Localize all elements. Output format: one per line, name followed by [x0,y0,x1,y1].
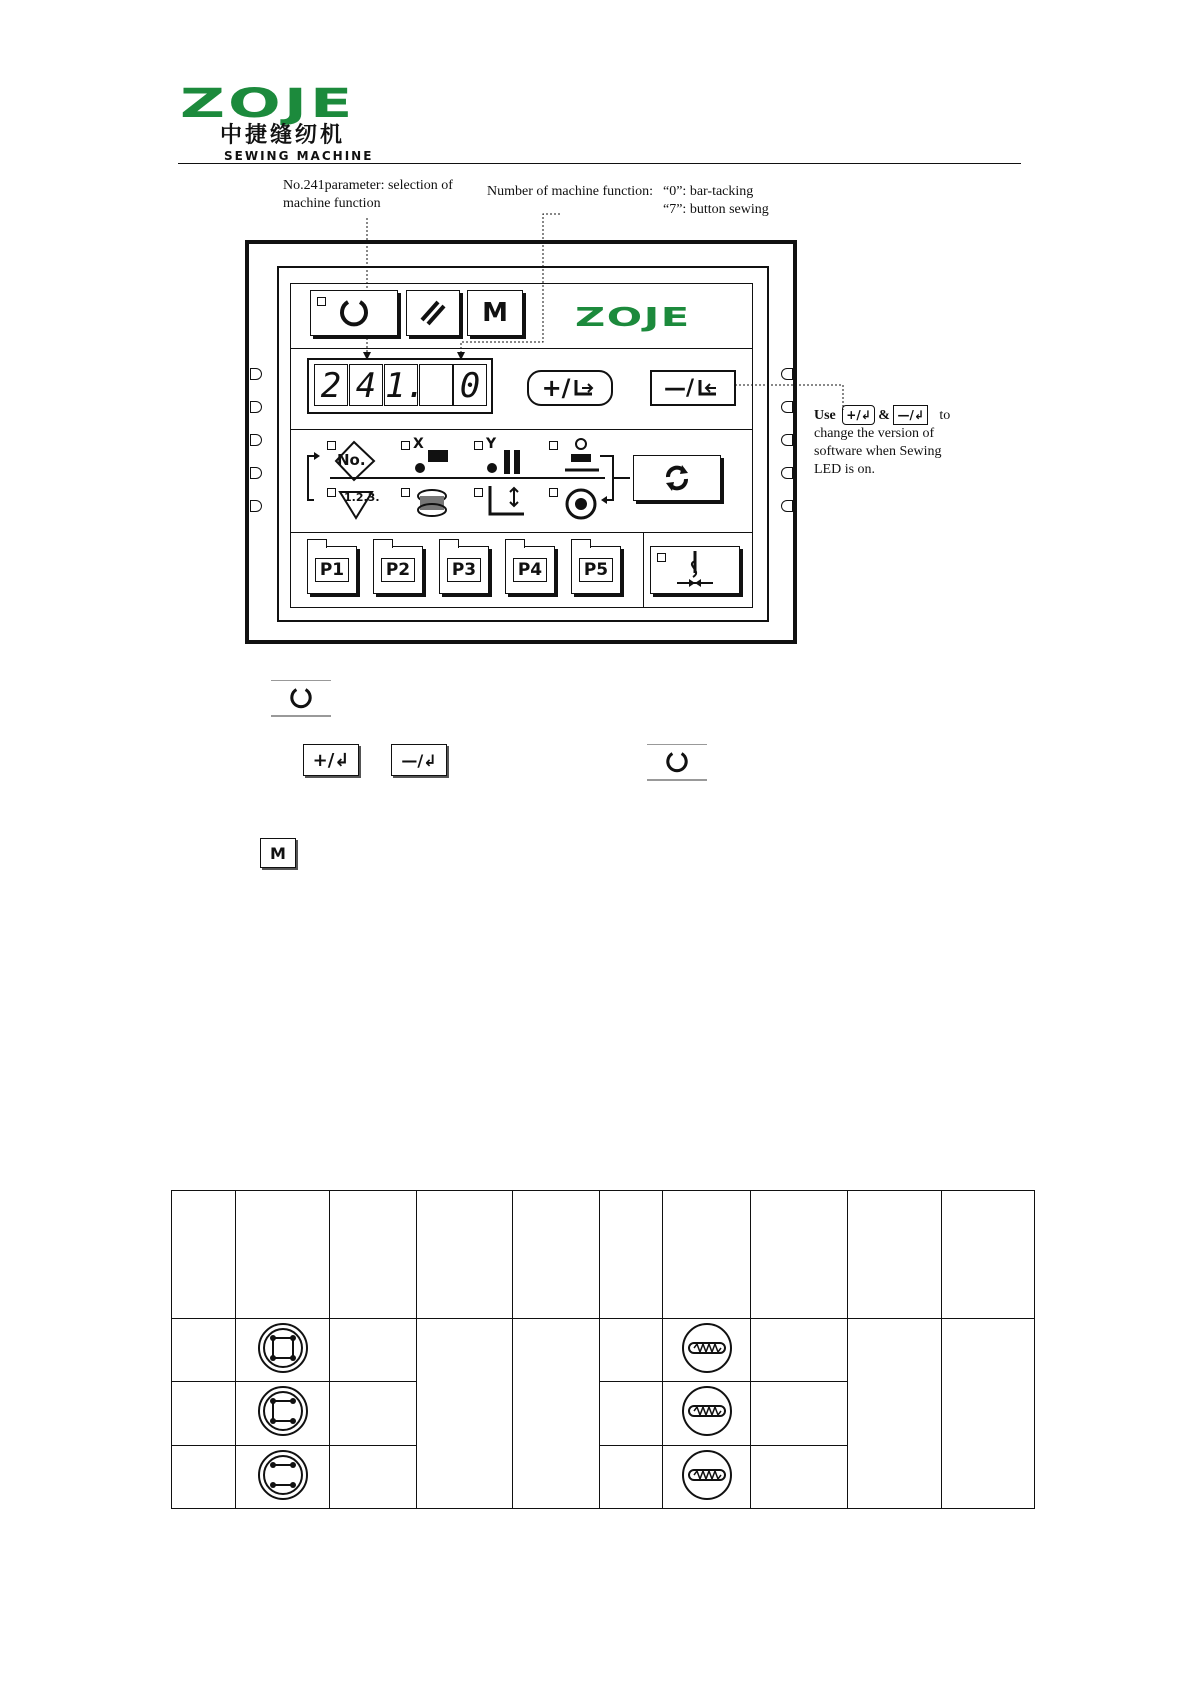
pattern-label-p4: P4 [513,558,547,582]
legend-sewing-key-2 [647,744,707,781]
table-cell [663,1446,751,1509]
table-cell [172,1191,236,1319]
pattern-table [171,1190,1035,1509]
display-digit-5: 0 [453,364,487,406]
version-note-line4: LED is on. [814,462,876,477]
ready-sewing-icon [288,685,314,711]
presser-led [474,488,483,497]
counter-icon [338,488,382,520]
table-cell [942,1191,1035,1319]
minus-button-label: —/ [663,375,695,401]
ready-sewing-icon [664,749,690,775]
x-led [401,441,410,450]
bartack-icon [679,1449,735,1501]
table-cell [417,1319,513,1509]
thread-trim-led [657,553,666,562]
plus-button-label: +/ [541,374,571,402]
panel-nub [781,500,793,512]
display-digit-1: 2 [314,364,348,406]
panel-nub [781,368,793,380]
y-scale-icon [484,440,528,476]
four-hole-button-icon [255,1322,311,1374]
bobbin-icon [414,486,450,518]
pattern-label-p2: P2 [381,558,415,582]
reset-button[interactable] [406,290,460,336]
version-note-to: to [939,408,951,423]
plus-enter-icon [570,376,598,400]
presser-foot-icon [486,484,526,520]
version-note-line2: change the version of [814,426,935,441]
panel-nub [781,434,793,446]
panel-nub [250,467,262,479]
table-header-row [172,1191,1035,1319]
table-cell [600,1382,663,1446]
zoje-logo: ZOJE [180,81,356,127]
table-cell [751,1446,848,1509]
table-cell [172,1382,236,1446]
logo-chinese-text: 中捷缝纫机 [220,123,346,148]
pattern-tab [571,539,591,548]
reverse-arrows-icon [660,461,694,495]
legend-sewing-key [271,680,331,717]
version-note [814,405,974,479]
thread-winder-icon [563,436,603,476]
pattern-label-p1: P1 [315,558,349,582]
four-hole-button-icon [255,1449,311,1501]
table-cell [600,1319,663,1382]
param-callout-line2: machine function [283,196,381,211]
table-cell [330,1446,417,1509]
pattern-button-p1[interactable] [307,546,357,594]
sewing-ready-button[interactable] [310,290,398,336]
y-led [474,441,483,450]
table-cell [330,1319,417,1382]
speed-dial-icon [561,484,601,524]
x-scale-icon [412,446,454,476]
table-cell [663,1191,751,1319]
legend-minus-key: —/ ↲ [391,744,447,776]
table-cell [848,1191,942,1319]
function-callout-label: Number of machine function: [487,184,654,199]
pattern-button-p2[interactable] [373,546,423,594]
no-label: No. [337,451,366,469]
pattern-tab [307,539,327,548]
function-option-0: “0”: bar-tacking [663,184,754,199]
speed-led [549,488,558,497]
mode-m-icon: M [482,298,508,328]
table-cell [236,1382,330,1446]
pattern-button-p5[interactable] [571,546,621,594]
panel-nub [250,434,262,446]
pattern-zone-divider [643,532,644,608]
counter-label: 1.2.3. [344,491,380,504]
bobbin-led [401,488,410,497]
panel-nub [781,401,793,413]
mode-m-button[interactable] [467,290,523,336]
table-cell [600,1446,663,1509]
minus-enter-icon [694,376,722,400]
panel-nub [250,368,262,380]
legend-minus-label: —/ [401,750,424,770]
panel-nub [250,401,262,413]
legend-plus-key: +/ ↲ [303,744,359,776]
thread-trim-button[interactable] [650,546,740,594]
table-cell [236,1446,330,1509]
bartack-icon [679,1322,735,1374]
x-label: X [413,436,424,452]
four-hole-button-icon [255,1385,311,1437]
table-cell [663,1382,751,1446]
note-minus-key: —/↲ [893,405,927,425]
display-digit-2: 4 [349,364,383,406]
version-note-line3: software when Sewing [814,444,942,459]
pattern-label-p3: P3 [447,558,481,582]
winder-led [549,441,558,450]
pattern-button-p4[interactable] [505,546,555,594]
pattern-button-p3[interactable] [439,546,489,594]
table-cell [513,1191,600,1319]
table-cell [751,1382,848,1446]
display-digit-4 [419,364,453,406]
table-cell [172,1319,236,1382]
pattern-tab [505,539,525,548]
panel-zoje-logo: ZOJE [575,303,691,333]
bartack-icon [679,1385,735,1437]
panel-nub [250,500,262,512]
panel-nub [781,467,793,479]
reverse-button[interactable] [633,455,721,501]
version-note-amp: & [878,408,890,423]
sewing-led [317,297,326,306]
pattern-tab [439,539,459,548]
note-minus-key-label: —/ [897,408,914,422]
display-digit-3: 1. [385,366,426,406]
legend-plus-label: +/ [312,749,335,771]
no-key-icon [334,440,374,480]
pattern-label-p5: P5 [579,558,613,582]
version-note-use: Use [814,408,836,423]
counter-led [327,488,336,497]
param-callout-line1: No.241parameter: selection of [283,178,453,193]
table-cell [236,1191,330,1319]
note-plus-key: +/↲ [842,405,875,425]
y-label: Y [486,436,497,452]
table-cell [417,1191,513,1319]
ready-sewing-icon [337,296,371,330]
logo-subtitle: SEWING MACHINE [224,149,374,163]
pattern-tab [373,539,393,548]
table-cell [663,1319,751,1382]
table-cell [172,1446,236,1509]
table-cell [848,1319,942,1509]
table-row [172,1319,1035,1382]
table-cell [751,1319,848,1382]
minus-button[interactable] [650,370,736,406]
table-cell [751,1191,848,1319]
table-cell [513,1319,600,1509]
reset-slash-icon [416,296,450,330]
table-cell [236,1319,330,1382]
needle-thread-icon [675,549,715,591]
table-cell [330,1191,417,1319]
note-plus-key-label: +/ [846,408,861,422]
plus-button[interactable] [527,370,613,406]
table-cell [942,1319,1035,1509]
table-cell [600,1191,663,1319]
legend-m-label: M [270,843,286,863]
function-option-7: “7”: button sewing [663,202,769,217]
table-cell [330,1382,417,1446]
legend-m-key [260,838,296,868]
